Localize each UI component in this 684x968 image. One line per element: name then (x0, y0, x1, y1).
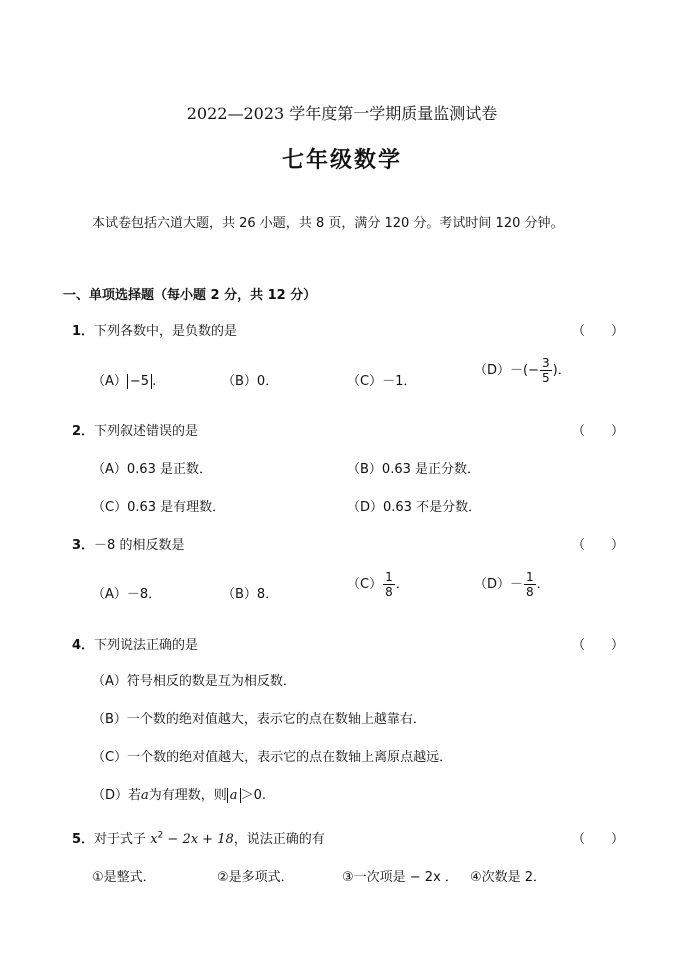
q2-option-c: （C）0.63 是有理数． (92, 500, 226, 515)
q1-option-c: （C）－1． (347, 374, 417, 389)
answer-parens: （ ） (572, 832, 625, 847)
q4-option-d (92, 784, 266, 803)
option-label: （D）－(− (474, 363, 539, 378)
fraction-numerator: 1 (526, 570, 534, 584)
variable-a: a (141, 788, 149, 803)
q2-option-d: （D）0.63 不是分数． (347, 500, 482, 515)
q3-option-b: （B）8． (222, 587, 279, 602)
q2-option-b: （B）0.63 是正分数． (347, 462, 480, 477)
fraction-denominator: 8 (526, 585, 534, 599)
fraction-denominator: 5 (541, 371, 550, 385)
option-label: （C） (347, 577, 383, 592)
section-heading: 一、单项选择题（每小题 2 分，共 12 分） (63, 288, 317, 303)
answer-parens: （ ） (572, 324, 625, 339)
question-3-stem (72, 534, 184, 553)
absolute-value: a (227, 788, 241, 803)
absolute-value: −5 (127, 374, 152, 389)
fraction-denominator: 8 (385, 585, 393, 599)
option-label: （D）若 (92, 788, 142, 803)
q5-statement-3: ③一次项是 − 2x ． (342, 870, 458, 885)
expression-rest: − 2x + 18 (167, 832, 234, 847)
option-label: （D）－ (474, 577, 524, 592)
q5-statement-2: ②是多项式． (217, 870, 294, 885)
question-number: 5． (72, 832, 95, 847)
option-label: （A） (92, 374, 127, 389)
q3-option-a: （A）－8． (92, 587, 162, 602)
fraction (540, 356, 552, 385)
question-1-stem (72, 320, 237, 339)
q5-statement-4: ④次数是 2． (470, 870, 547, 885)
question-number: 3． (72, 538, 95, 553)
question-text: －8 的相反数是 (94, 538, 185, 553)
answer-parens: （ ） (572, 638, 625, 653)
q1-option-d (474, 356, 571, 385)
question-text: 下列各数中，是负数的是 (94, 324, 238, 339)
answer-parens: （ ） (572, 538, 625, 553)
q1-option-a (92, 370, 156, 389)
fraction-numerator: 1 (385, 570, 393, 584)
question-text: 下列叙述错误的是 (94, 424, 199, 439)
q5-statement-1: ①是整式． (92, 870, 156, 885)
answer-parens: （ ） (572, 424, 625, 439)
q4-option-c: （C）一个数的绝对值越大，表示它的点在数轴上离原点越远． (92, 750, 453, 765)
question-2-stem (72, 420, 198, 439)
exam-intro: 本试卷包括六道大题，共 26 小题，共 8 页，满分 120 分。考试时间 120 分钟。 (92, 216, 564, 231)
question-number: 1． (72, 324, 95, 339)
question-5-stem (72, 828, 325, 847)
option-end: )． (552, 363, 571, 378)
option-end: ． (395, 577, 409, 592)
exam-title: 2022—2023 学年度第一学期质量监测试卷 (186, 104, 498, 123)
option-end: ＞0. (240, 788, 266, 803)
exam-subject: 七年级数学 (281, 147, 402, 173)
question-text: 下列说法正确的是 (94, 638, 199, 653)
question-number: 2． (72, 424, 95, 439)
expression-exponent: 2 (157, 830, 164, 841)
question-text-end: ，说法正确的有 (233, 832, 325, 847)
q1-option-b: （B）0． (222, 374, 279, 389)
question-4-stem (72, 634, 198, 653)
option-text: 为有理数，则 (148, 788, 227, 803)
option-end: . (152, 374, 157, 389)
q4-option-a: （A）符号相反的数是互为相反数． (92, 674, 296, 689)
q2-option-a: （A）0.63 是正数． (92, 462, 212, 477)
fraction (383, 570, 395, 599)
q4-option-b: （B）一个数的绝对值越大，表示它的点在数轴上越靠右． (92, 712, 426, 727)
question-text: 对于式子 (94, 832, 147, 847)
fraction-numerator: 3 (541, 356, 550, 370)
q3-option-d (474, 570, 550, 599)
fraction (524, 570, 536, 599)
expression-variable: x (150, 832, 158, 847)
question-number: 4． (72, 638, 95, 653)
option-end: ． (536, 577, 550, 592)
q3-option-c (347, 570, 409, 599)
